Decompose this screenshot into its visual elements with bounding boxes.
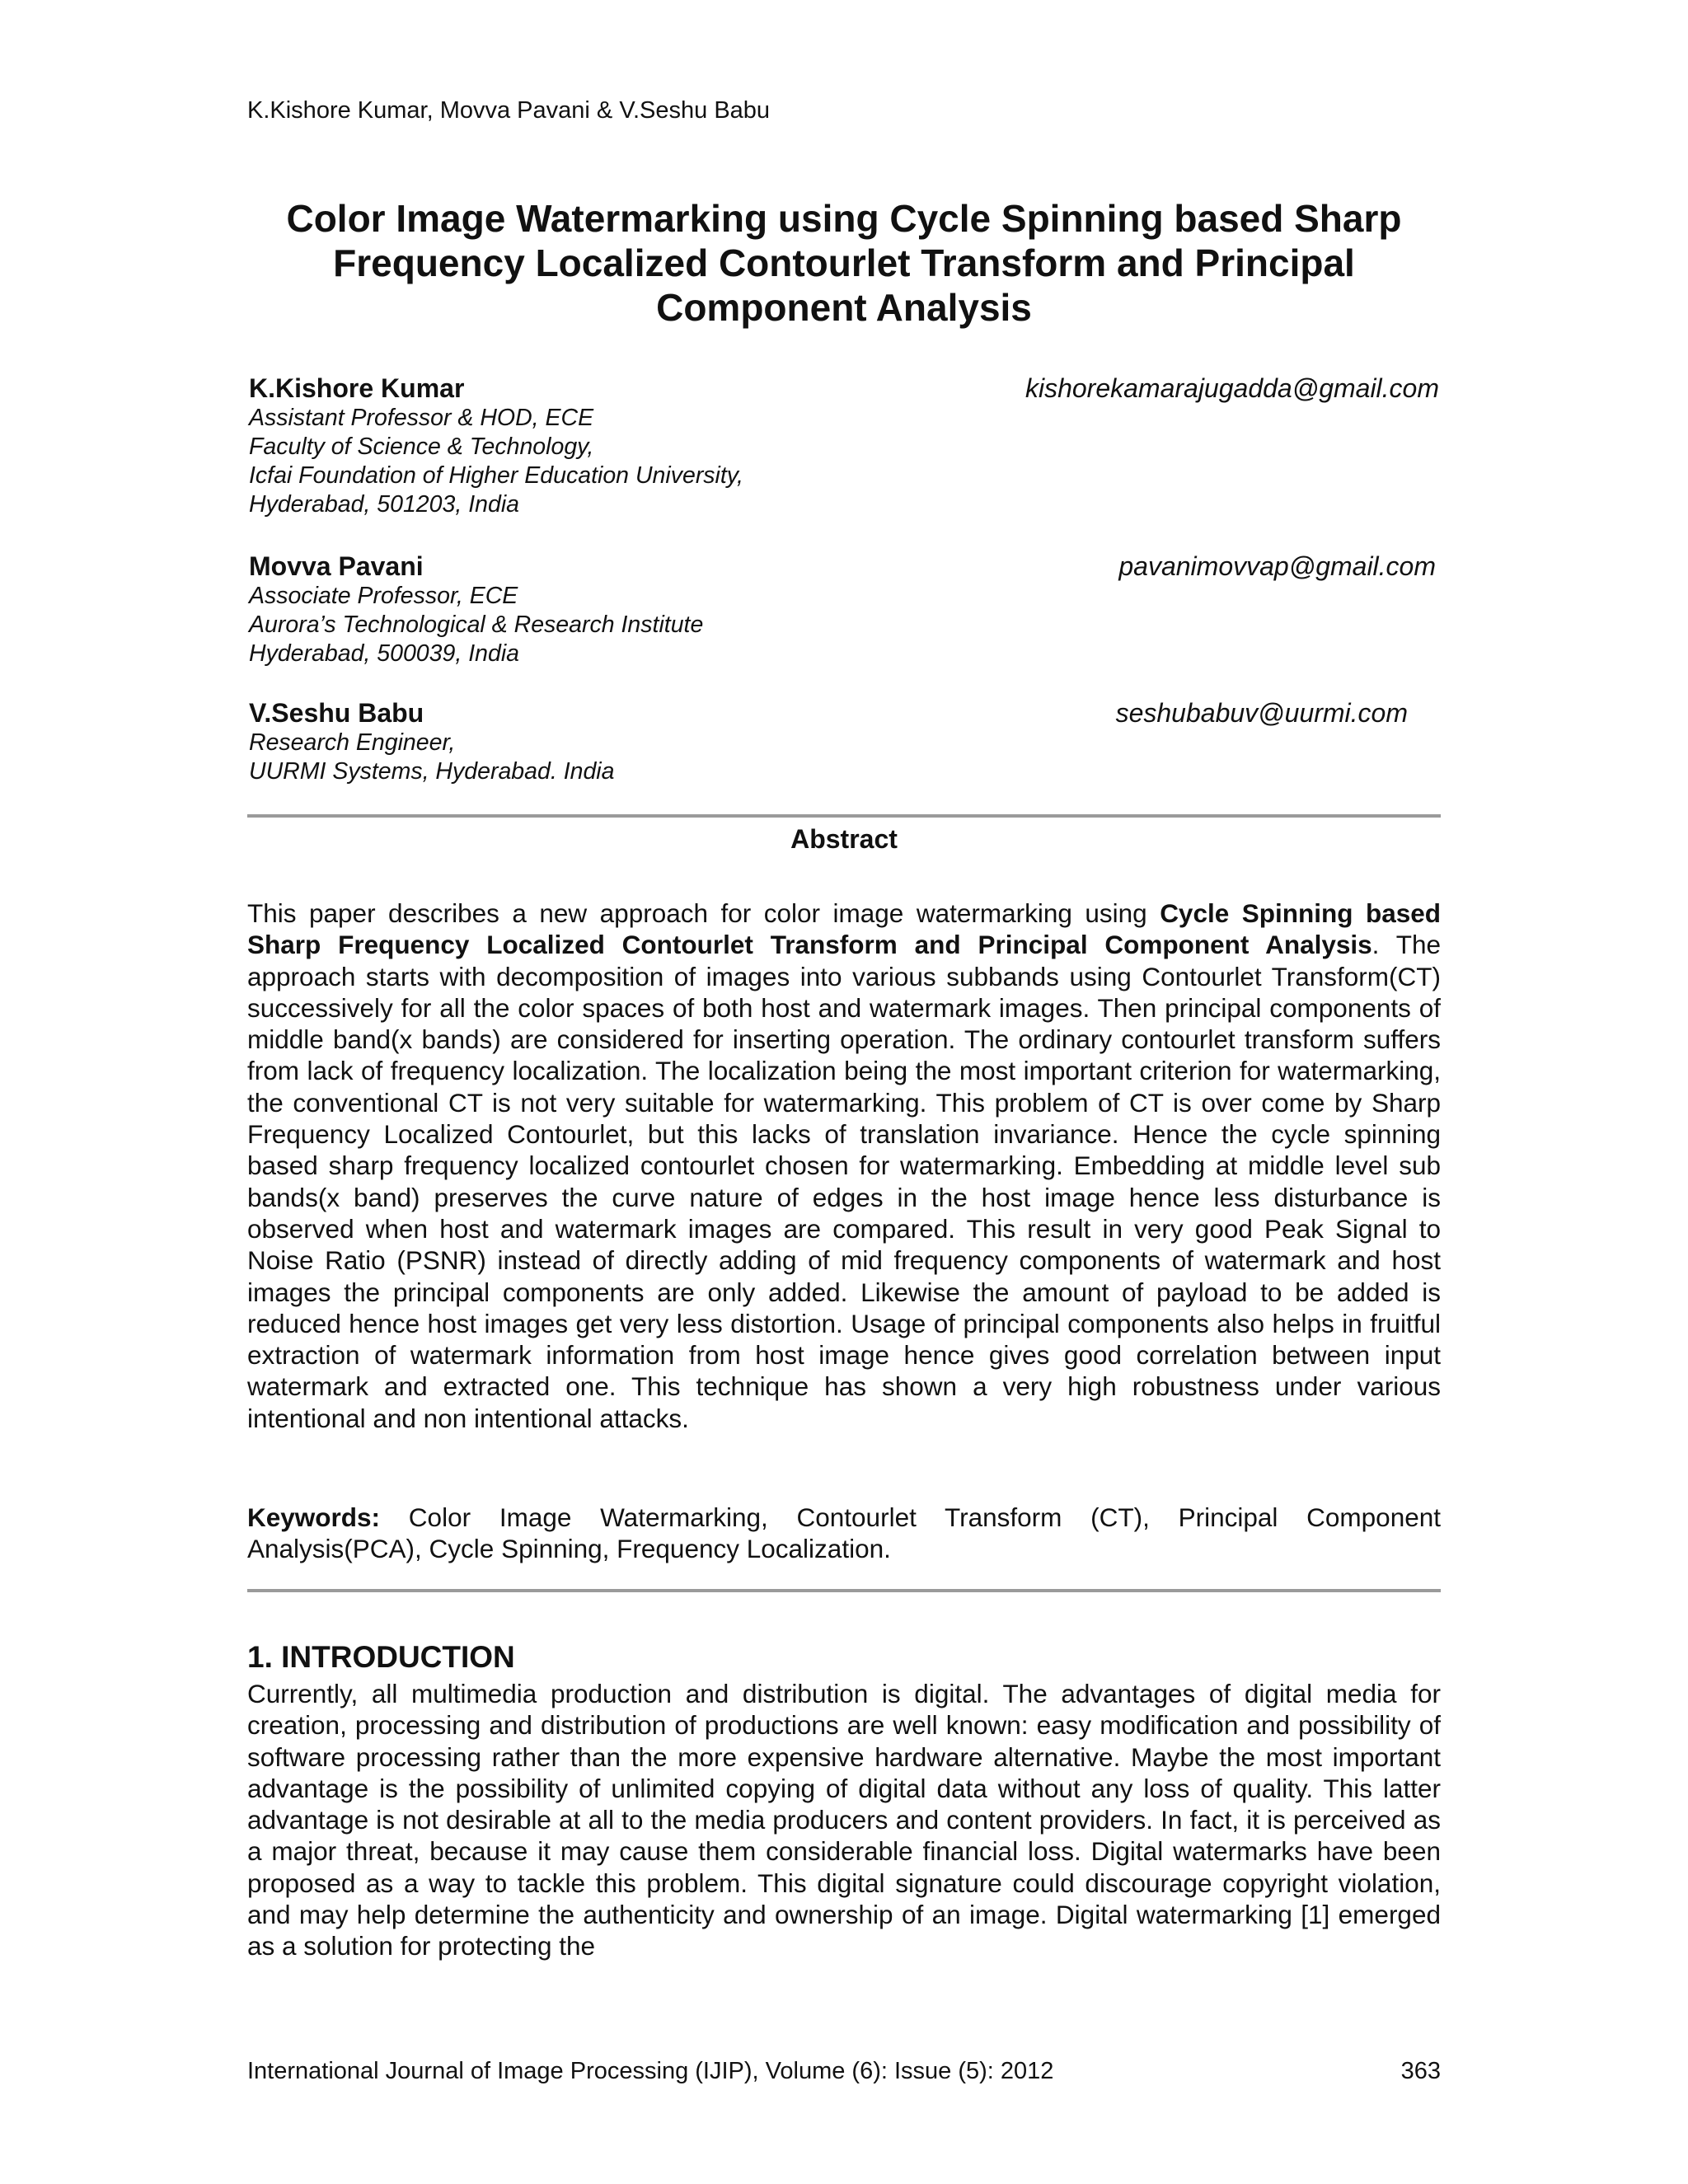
author-affiliation-line: Research Engineer, bbox=[249, 729, 456, 756]
author-email: seshubabuv@uurmi.com bbox=[1115, 698, 1408, 728]
author-affiliation-line: Assistant Professor & HOD, ECE bbox=[249, 405, 594, 431]
author-affiliation-line: Aurora’s Technological & Research Institute bbox=[249, 612, 704, 638]
abstract-text-rest: . The approach starts with decomposition of images into various subbands using Contourlet Transform(CT) successively for all the color spaces of both host and watermark images. Then principal components of middle band(x bands) are considered for inserting operation. The ordinary contourlet transform suffers from lack of frequency localization. The localization being the most important criterion for watermarking, the conventional CT is not very suitable for watermarking. This problem of CT is over come by Sharp Frequency Localized Contourlet, but this lacks of translation invariance. Hence the cycle spinning based sharp frequency localized contourlet chosen for watermarking. Embedding at middle level sub bands(x band) preserves the curve nature of edges in the host image hence less disturbance is observed when host and watermark images are compared. This result in very good Peak Signal to Noise Ratio (PSNR) instead of directly adding of mid frequency components of watermark and host images the principal components are only added. Likewise the amount of payload to be added is reduced hence host images get very less distortion. Usage of principal components also helps in fruitful extraction of watermark information from host image hence gives good correlation between input watermark and extracted one. This technique has shown a very high robustness under various intentional and non intentional attacks. bbox=[247, 930, 1441, 1433]
divider bbox=[247, 1589, 1441, 1592]
page-footer bbox=[247, 2058, 1441, 2085]
abstract-bold-text: Cycle Spinning based Sharp Frequency Localized Contourlet Transform and Principal Component Analysis bbox=[247, 898, 1441, 960]
journal-citation: International Journal of Image Processing (IJIP), Volume (6): Issue (5): 2012 bbox=[247, 2058, 1054, 2084]
author-name: V.Seshu Babu bbox=[249, 698, 424, 728]
author-email: kishorekamarajugadda@gmail.com bbox=[1025, 373, 1439, 403]
author-name: K.Kishore Kumar bbox=[249, 373, 465, 403]
author-affiliation-line: Associate Professor, ECE bbox=[249, 583, 518, 609]
author-email: pavanimovvap@gmail.com bbox=[1118, 551, 1436, 581]
author-block bbox=[249, 373, 1441, 519]
introduction-body: Currently, all multimedia production and distribution is digital. The advantages of digital media for creation, processing and distribution of productions are well known: easy modification and possibility of software processing rather than the more expensive hardware alternative. Maybe the most important advantage is the possibility of unlimited copying of digital data without any loss of quality. This latter advantage is not desirable at all to the media producers and content providers. In fact, it is perceived as a major threat, because it may cause them considerable financial loss. Digital watermarks have been proposed as a way to tackle this problem. This digital signature could discourage copyright violation, and may help determine the authenticity and ownership of an image. Digital watermarking [1] emerged as a solution for protecting the bbox=[247, 1679, 1441, 1961]
keywords-text: Color Image Watermarking, Contourlet Transform (CT), Principal Component Analysis(PCA), Cycle Spinning, Frequency Localization. bbox=[247, 1502, 1441, 1564]
page-number: 363 bbox=[1400, 2058, 1441, 2084]
author-block bbox=[249, 551, 1441, 668]
author-block bbox=[249, 697, 1441, 786]
divider bbox=[247, 814, 1441, 818]
keywords bbox=[247, 1502, 1441, 1565]
abstract-body bbox=[247, 898, 1441, 1434]
abstract-heading: Abstract bbox=[790, 824, 898, 854]
author-affiliation-line: Hyderabad, 500039, India bbox=[249, 640, 520, 667]
section-heading: 1. INTRODUCTION bbox=[247, 1640, 515, 1674]
author-name: Movva Pavani bbox=[249, 551, 424, 581]
author-affiliation-line: UURMI Systems, Hyderabad. India bbox=[249, 758, 615, 785]
author-affiliation-line: Hyderabad, 501203, India bbox=[249, 491, 520, 518]
running-head: K.Kishore Kumar, Movva Pavani & V.Seshu Babu bbox=[247, 97, 771, 124]
paper-title: Color Image Watermarking using Cycle Spinning based Sharp Frequency Localized Contourlet Transform and Principal Component Analysis bbox=[286, 197, 1402, 329]
abstract-text: This paper describes a new approach for color image watermarking using bbox=[247, 898, 1160, 928]
author-affiliation-line: Faculty of Science & Technology, bbox=[249, 434, 594, 460]
author-affiliation-line: Icfai Foundation of Higher Education University, bbox=[249, 462, 743, 489]
keywords-label: Keywords: bbox=[247, 1502, 381, 1532]
